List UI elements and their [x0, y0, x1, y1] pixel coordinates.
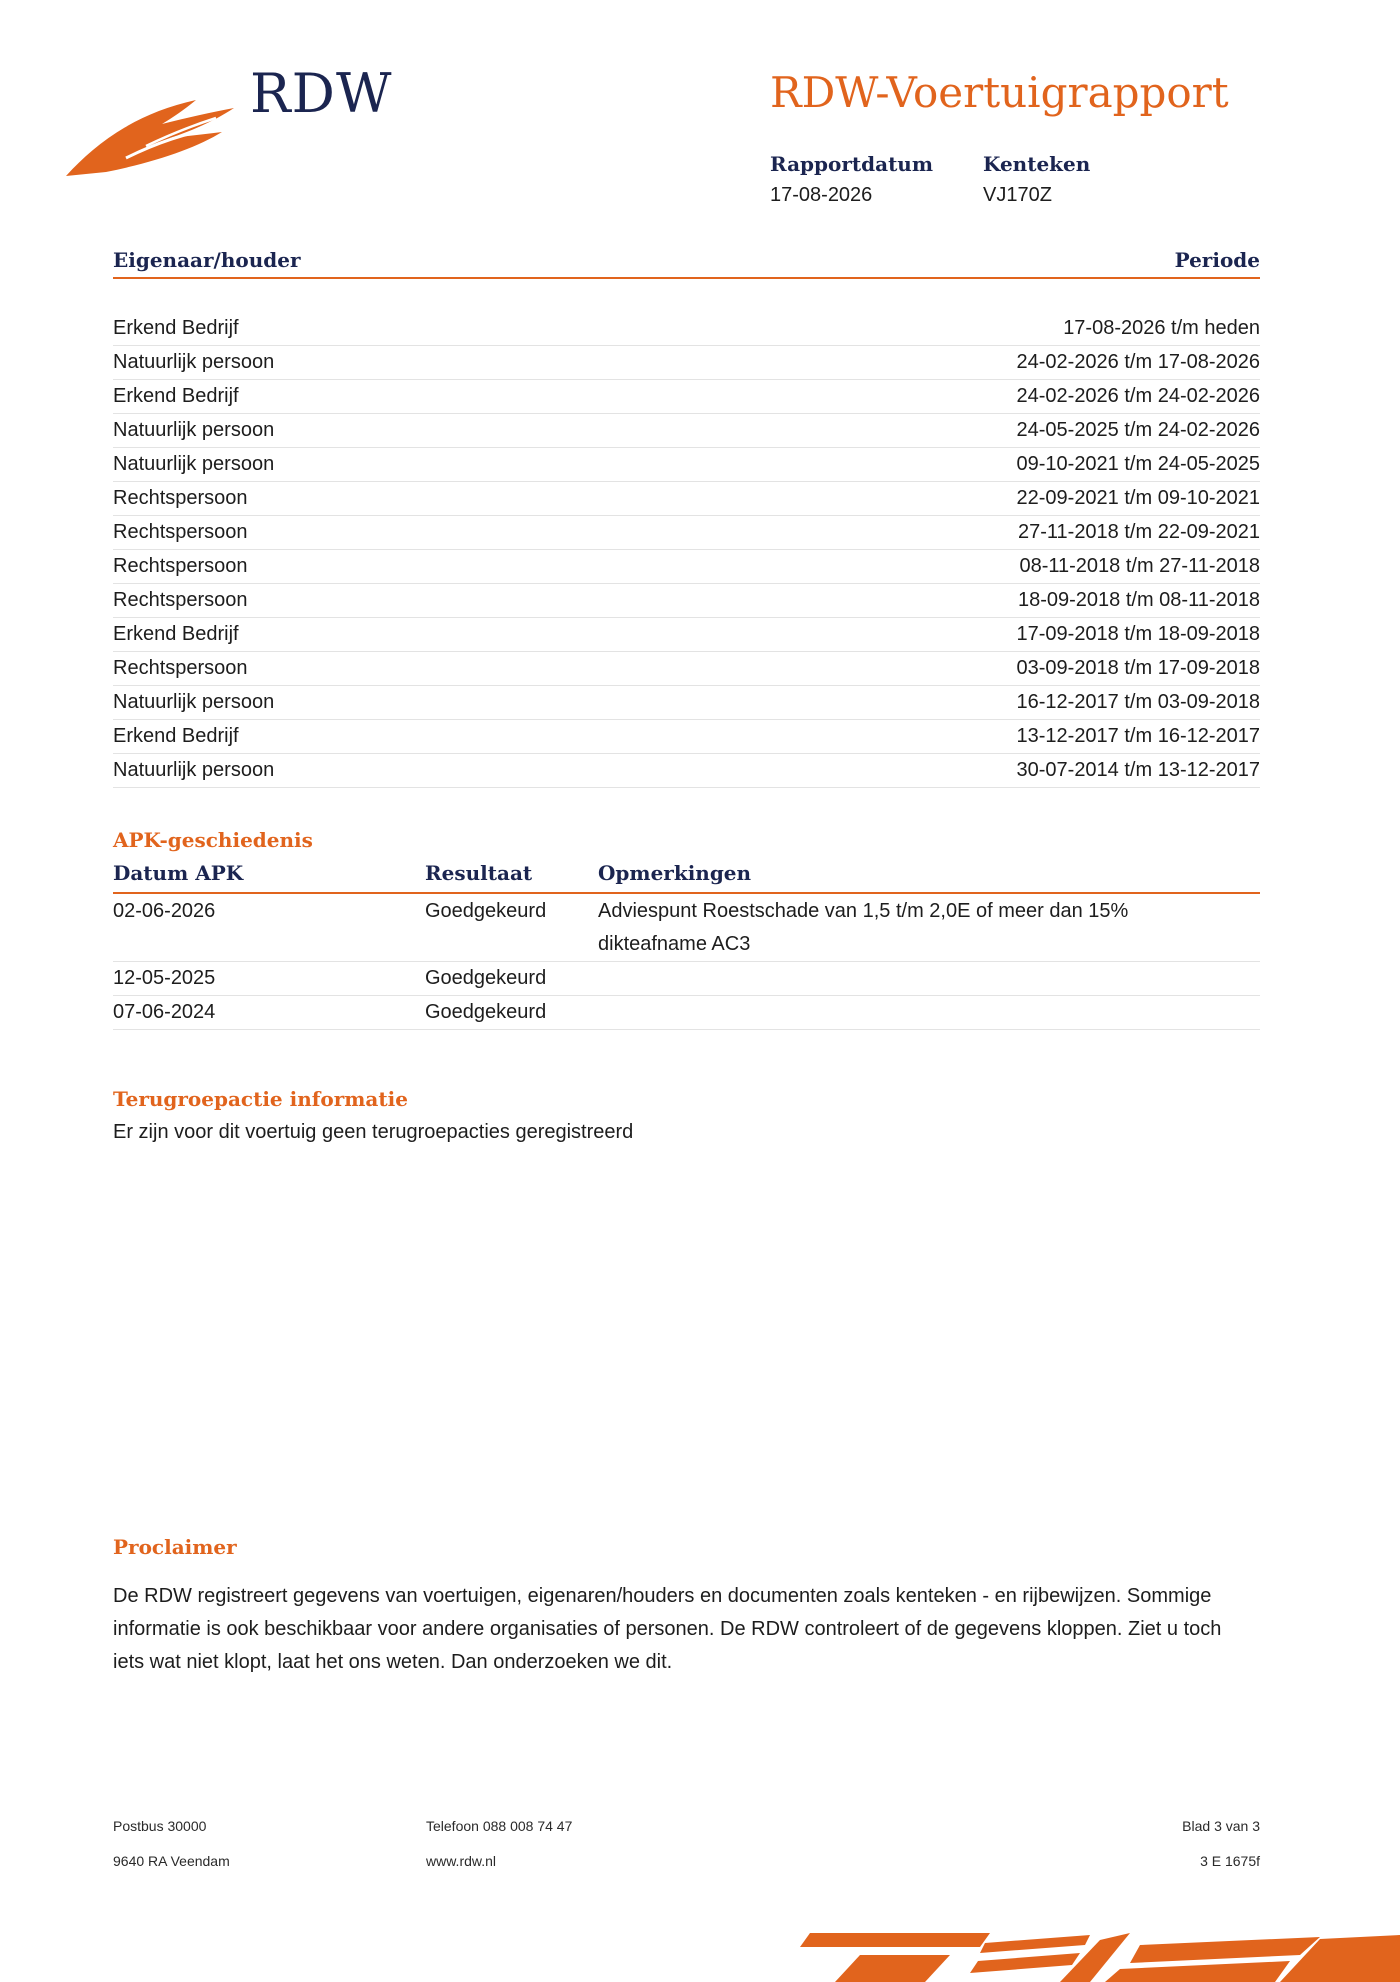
owner-table: [113, 312, 1260, 788]
owner-table-row: [113, 754, 1260, 788]
owner-table-row: [113, 720, 1260, 754]
owner-type: Natuurlijk persoon: [113, 419, 275, 441]
owner-type: Natuurlijk persoon: [113, 453, 275, 475]
owner-table-row: [113, 584, 1260, 618]
owner-type: Erkend Bedrijf: [113, 725, 239, 747]
apk-section-title: APK-geschiedenis: [113, 828, 313, 852]
owner-type: Rechtspersoon: [113, 589, 248, 611]
owner-table-row: [113, 380, 1260, 414]
footer-document-code: 3 E 1675f: [1200, 1853, 1260, 1869]
owner-table-row: [113, 414, 1260, 448]
apk-date: 07-06-2024: [113, 1001, 216, 1023]
owner-period: 30-07-2014 t/m 13-12-2017: [1016, 759, 1260, 781]
apk-remark: [598, 962, 1198, 995]
owner-type: Erkend Bedrijf: [113, 317, 239, 339]
apk-table: [113, 895, 1260, 1030]
proclaimer-text: De RDW registreert gegevens van voertuigen, eigenaren/houders en documenten zoals kenteken - en rijbewijzen. Sommige informatie is ook beschikbaar voor andere organisaties of personen. De RDW controleert of de gegevens kloppen. Ziet u toch iets wat niet klopt, laat het ons weten. Dan onderzoeken we dit.: [113, 1585, 1222, 1673]
owner-type: Natuurlijk persoon: [113, 691, 275, 713]
rdw-logo-icon: [66, 88, 234, 178]
owner-period: 24-02-2026 t/m 17-08-2026: [1016, 351, 1260, 373]
owner-period: 08-11-2018 t/m 27-11-2018: [1019, 555, 1260, 577]
owner-table-row: [113, 346, 1260, 380]
owner-period: 09-10-2021 t/m 24-05-2025: [1016, 453, 1260, 475]
apk-table-row: [113, 962, 1260, 996]
owner-type: Natuurlijk persoon: [113, 759, 275, 781]
footer-website[interactable]: www.rdw.nl: [426, 1853, 497, 1869]
owner-table-row: [113, 618, 1260, 652]
recall-section-title: Terugroepactie informatie: [113, 1087, 408, 1111]
owner-type: Rechtspersoon: [113, 657, 248, 679]
owner-table-row: [113, 482, 1260, 516]
report-date-label: Rapportdatum: [770, 152, 934, 176]
apk-remark: [598, 996, 1198, 1029]
owner-type: Rechtspersoon: [113, 521, 248, 543]
proclaimer-title: Proclaimer: [113, 1535, 237, 1559]
apk-result-column-header: Resultaat: [425, 861, 533, 885]
owner-period: 13-12-2017 t/m 16-12-2017: [1016, 725, 1260, 747]
report-title: RDW-Voertuigrapport: [770, 68, 1229, 117]
owner-period: 24-05-2025 t/m 24-02-2026: [1016, 419, 1260, 441]
footer-phone: Telefoon 088 008 74 47: [426, 1818, 573, 1834]
apk-result: Goedgekeurd: [425, 900, 547, 922]
owner-table-row: [113, 448, 1260, 482]
logo-text: RDW: [250, 62, 393, 125]
owner-table-row: [113, 516, 1260, 550]
owner-period: 24-02-2026 t/m 24-02-2026: [1016, 385, 1260, 407]
owner-period: 03-09-2018 t/m 17-09-2018: [1016, 657, 1260, 679]
plate-label: Kenteken: [983, 152, 1091, 176]
plate-value: VJ170Z: [983, 184, 1052, 206]
decorative-stripes-icon: [800, 1925, 1400, 1982]
owner-period: 27-11-2018 t/m 22-09-2021: [1017, 521, 1260, 543]
apk-table-row: [113, 996, 1260, 1030]
footer-page-number: Blad 3 van 3: [1182, 1818, 1260, 1834]
footer-postbus: Postbus 30000: [113, 1818, 207, 1834]
owner-column-header: Eigenaar/houder: [113, 248, 301, 272]
owner-type: Natuurlijk persoon: [113, 351, 275, 373]
report-date-value: 17-08-2026: [770, 184, 873, 206]
owner-type: Rechtspersoon: [113, 555, 248, 577]
owner-period: 17-08-2026 t/m heden: [1063, 317, 1260, 339]
apk-result: Goedgekeurd: [425, 967, 547, 989]
apk-remarks-column-header: Opmerkingen: [598, 861, 752, 885]
apk-date: 12-05-2025: [113, 967, 216, 989]
period-column-header: Periode: [1174, 248, 1260, 272]
owner-type: Erkend Bedrijf: [113, 385, 239, 407]
apk-header-divider: [113, 892, 1260, 894]
owner-period: 22-09-2021 t/m 09-10-2021: [1016, 487, 1260, 509]
owner-period: 16-12-2017 t/m 03-09-2018: [1016, 691, 1260, 713]
owner-table-row: [113, 652, 1260, 686]
owner-table-row: [113, 550, 1260, 584]
footer-city: 9640 RA Veendam: [113, 1853, 230, 1869]
owner-period: 17-09-2018 t/m 18-09-2018: [1016, 623, 1260, 645]
owner-period: 18-09-2018 t/m 08-11-2018: [1017, 589, 1260, 611]
apk-date: 02-06-2026: [113, 900, 216, 922]
owner-header-divider: [113, 277, 1260, 279]
apk-date-column-header: Datum APK: [113, 861, 244, 885]
apk-table-row: [113, 895, 1260, 962]
owner-type: Rechtspersoon: [113, 487, 248, 509]
apk-remark: Adviespunt Roestschade van 1,5 t/m 2,0E of meer dan 15% dikteafname AC3: [598, 900, 1129, 955]
recall-text: Er zijn voor dit voertuig geen terugroepacties geregistreerd: [113, 1121, 634, 1143]
owner-table-row: [113, 686, 1260, 720]
apk-result: Goedgekeurd: [425, 1001, 547, 1023]
owner-type: Erkend Bedrijf: [113, 623, 239, 645]
owner-table-row: [113, 312, 1260, 346]
